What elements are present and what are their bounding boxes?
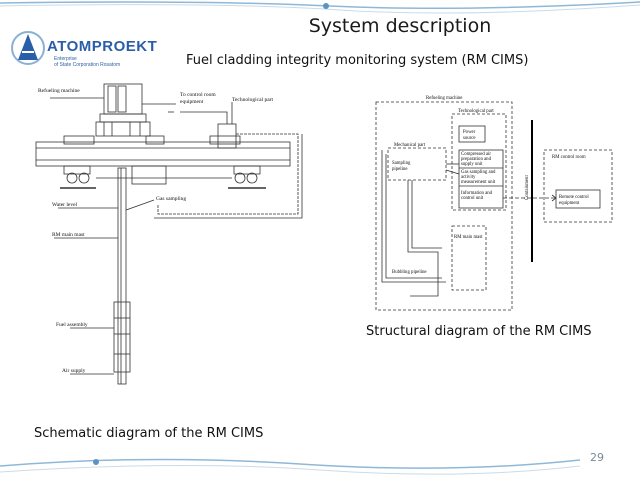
label-compressed-1: Compressed air [461,152,491,157]
label-gas-2: activity [461,175,476,180]
structural-diagram [362,88,622,318]
label-info-1: Information and [461,191,493,196]
label-technological-part-s: Technological part [458,109,494,114]
page-title: System description [308,15,492,37]
schematic-diagram [0,78,330,390]
rm-head-block [104,84,142,114]
label-refueling-machine-s: Refueling machine [426,96,463,101]
rm-control-room-outline [544,150,612,222]
label-gas-sampling: Gas sampling [156,196,187,202]
refueling-machine-outline [376,102,512,310]
bridge [36,142,290,166]
label-mechanical-part: Mechanical part [394,143,426,148]
label-source: source [463,136,476,141]
label-air-supply: Air supply [62,368,86,374]
schematic-caption: Schematic diagram of the RM CIMS [34,426,264,441]
label-refueling-machine: Refueling machine [38,88,80,94]
label-compressed-2: preparation and [461,157,491,162]
label-sampling-2: pipeline [392,167,408,172]
logo-tagline: Enterprise of State Corporation Rosatom [54,56,121,68]
label-remote-2: equipment [559,201,580,206]
page-subtitle: Fuel cladding integrity monitoring system (RM CIMS) [186,53,529,68]
label-gas-3: measurement unit [461,180,496,185]
rm-main-mast [118,168,126,384]
label-rm-main-mast-s: RM main mast [454,235,483,240]
label-info-2: control unit [461,196,484,201]
label-gas-1: Gas sampling and [461,170,496,175]
label-bubbling-pipeline: Bubbling pipeline [392,270,427,275]
logo-name: ATOMPROEKT [47,38,158,55]
label-remote-1: Remote control [559,195,589,200]
label-rm-main-mast: RM main mast [52,232,85,238]
label-control-room: To control room [180,92,216,98]
label-technological-part: Technological part [232,97,274,103]
label-fuel-assembly: Fuel assembly [56,322,88,328]
structural-caption: Structural diagram of the RM CIMS [366,324,592,339]
label-compressed-3: supply unit [461,162,483,167]
label-rm-control-room: RM control room [552,155,586,160]
label-sampling-1: Sampling [392,161,411,166]
label-water-level: Water level [52,202,78,208]
label-power: Power [463,130,476,135]
page-number: 29 [590,451,604,464]
label-equipment: equipment [180,99,204,105]
label-containment: Containment [525,175,530,200]
footer-swoosh [0,452,580,480]
